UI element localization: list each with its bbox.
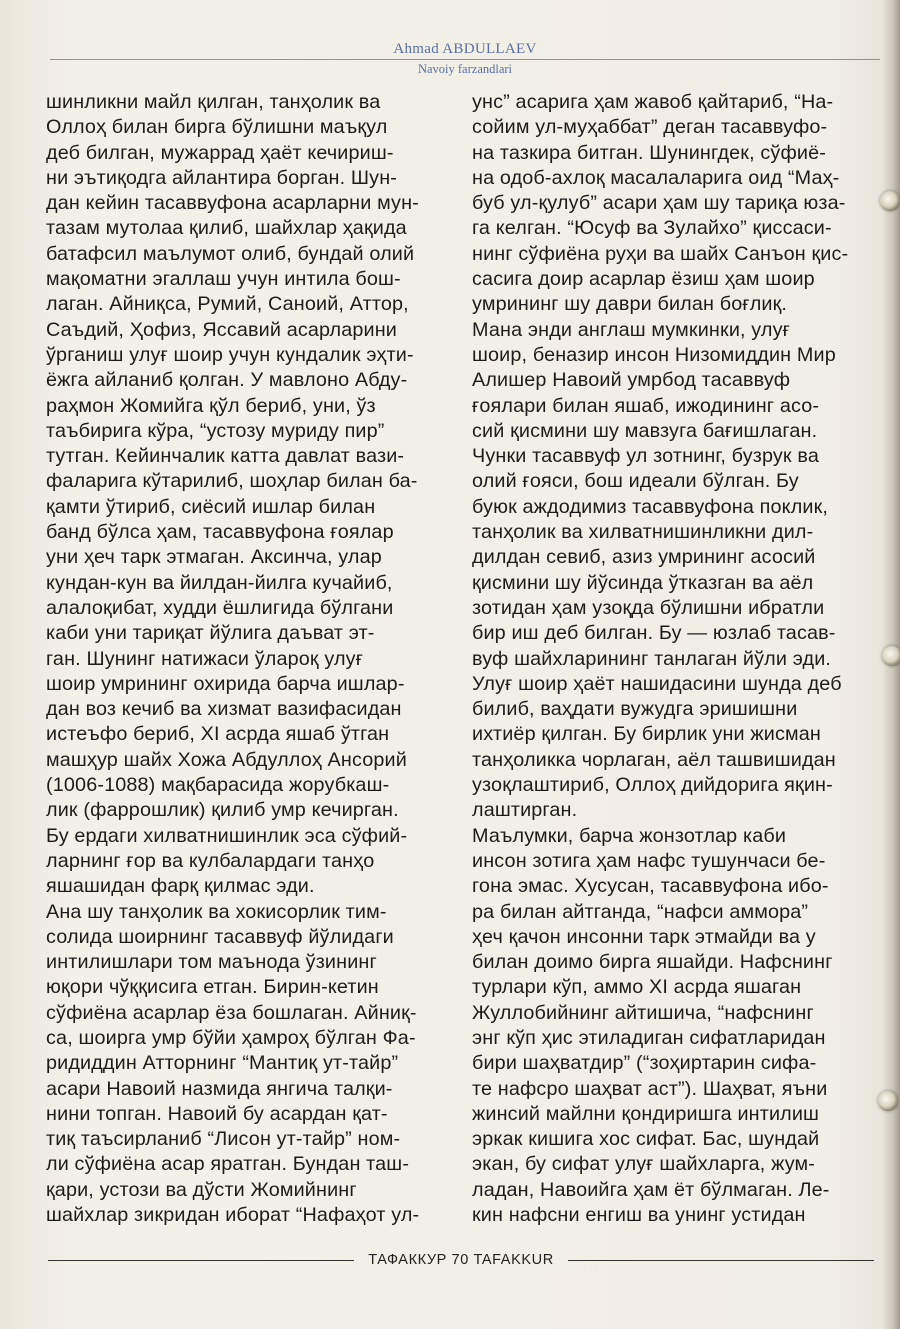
text-line: билиб, ваҳдати вужудга эришишни bbox=[472, 698, 798, 721]
text-line: шинликни майл қилган, танҳолик ва bbox=[46, 91, 381, 113]
text-line: яшашидан фарқ қилмас эди. bbox=[46, 875, 315, 898]
header-rule bbox=[50, 59, 880, 60]
text-line: шайхлар зикридан иборат “Нафаҳот ул- bbox=[46, 1204, 420, 1227]
text-line: тиқ таъсирланиб “Лисон ут-тайр” ном- bbox=[46, 1128, 401, 1151]
text-line: вуф шайхларининг танлаган йўли эди. bbox=[472, 647, 832, 670]
text-line: ли сўфиёна асар яратган. Бундан таш- bbox=[46, 1153, 410, 1176]
text-line: ридиддин Атторнинг “Мантиқ ут-тайр” bbox=[46, 1052, 399, 1075]
footer-rule-right bbox=[568, 1260, 874, 1261]
text-line: олий ғояси, бош идеали бўлган. Бу bbox=[472, 470, 799, 493]
text-line: танҳолик ва хилватнишинликни дил- bbox=[472, 521, 814, 544]
binder-ring-icon bbox=[880, 191, 900, 211]
text-line: те нафсро шаҳват аст”). Шаҳват, яъни bbox=[472, 1077, 828, 1100]
text-line: таъбирига кўра, “устозу муриду пир” bbox=[46, 419, 385, 442]
text-line: нинг сўфиёна руҳи ва шайх Санъон қис- bbox=[472, 242, 849, 265]
running-header bbox=[50, 40, 880, 76]
text-line: гона эмас. Хусусан, тасаввуфона ибо- bbox=[472, 875, 829, 898]
text-line: ладан, Навоийга ҳам ёт бўлмаган. Ле- bbox=[472, 1178, 830, 1201]
text-line: деб билган, мужаррад ҳаёт кечириш- bbox=[46, 141, 394, 164]
text-line: буб ул-қулуб” асари ҳам шу тариқа юза- bbox=[472, 192, 846, 215]
text-line: умрининг шу даври билан боғлиқ. bbox=[472, 293, 788, 316]
text-line: энг кўп ҳис этиладиган сифатларидан bbox=[472, 1026, 826, 1049]
text-line: Жуллобийнинг айтишича, “нафснинг bbox=[472, 1001, 814, 1024]
text-line: билан доимо бирга яшайди. Нафснинг bbox=[472, 951, 833, 974]
text-line: га келган. “Юсуф ва Зулайхо” қиссаси- bbox=[472, 217, 832, 240]
text-line: са, шоирга умр бўйи ҳамроҳ бўлган Фа- bbox=[46, 1026, 416, 1049]
text-line: ғоялари билан яшаб, ижодининг асо- bbox=[472, 394, 820, 417]
text-line: асари Навоий назмида янгича талқи- bbox=[46, 1077, 393, 1100]
binder-ring-icon bbox=[882, 646, 900, 666]
text-line: лаштирган. bbox=[472, 799, 578, 822]
text-line: Мана энди англаш мумкинки, улуғ bbox=[472, 318, 791, 341]
text-line: каби уни тариқат йўлига даъват эт- bbox=[46, 622, 375, 645]
footer-page-label: ТАФАККУР 70 TAFAKKUR bbox=[368, 1252, 554, 1268]
text-line: Саъдий, Ҳофиз, Яссавий асарларини bbox=[46, 318, 397, 341]
text-line: бир иш деб билган. Бу — юзлаб тасав- bbox=[472, 622, 836, 645]
text-line: кундан-кун ва йилдан-йилга кучайиб, bbox=[46, 571, 393, 594]
text-line: Маълумки, барча жонзотлар каби bbox=[472, 824, 787, 847]
page-footer bbox=[48, 1248, 874, 1272]
text-line: экан, бу сифат улуғ шайхларга, жум- bbox=[472, 1153, 816, 1176]
text-line: Ана шу танҳолик ва хокисорлик тим- bbox=[46, 900, 387, 923]
text-line: ёжга айланиб қолган. У мавлоно Абду- bbox=[46, 369, 408, 392]
text-line: ни эътиқодга айлантира борган. Шун- bbox=[46, 166, 398, 189]
text-line: шоир умрининг охирида барча ишлар- bbox=[46, 672, 405, 695]
text-line: узоқлаштириб, Оллоҳ дийдорига яқин- bbox=[472, 774, 833, 797]
text-line: лаган. Айниқса, Румий, Саноий, Аттор, bbox=[46, 293, 409, 316]
text-line: интилишлари том маънода ўзининг bbox=[46, 951, 377, 974]
text-line: дилдан севиб, азиз умрининг асосий bbox=[472, 546, 816, 569]
text-line: алалоқибат, худди ёшлигида бўлгани bbox=[46, 596, 394, 619]
text-line: дан кейин тасаввуфона асарларни мун- bbox=[46, 192, 419, 215]
text-line: буюк аждодимиз тасаввуфона поклик, bbox=[472, 495, 829, 518]
text-line: тутган. Кейинчалик катта давлат вази- bbox=[46, 445, 405, 468]
text-line: (1006-1088) мақбарасида жорубкаш- bbox=[46, 774, 390, 797]
text-line: эркак кишига хос сифат. Бас, шундай bbox=[472, 1128, 820, 1151]
text-line: сасига доир асарлар ёзиш ҳам шоир bbox=[472, 268, 815, 291]
text-line: қари, устози ва дўсти Жомийнинг bbox=[46, 1178, 357, 1201]
text-line: на тазкира битган. Шунингдек, сўфиё- bbox=[472, 141, 826, 164]
text-line: шоир, беназир инсон Низомиддин Мир bbox=[472, 343, 836, 366]
text-line: қамти ўтириб, сиёсий ишлар билан bbox=[46, 495, 376, 518]
text-line: қисмини шу йўсинда ўтказган ва аёл bbox=[472, 571, 814, 594]
text-line: банд бўлса ҳам, тасаввуфона ғоялар bbox=[46, 521, 394, 544]
footer-rule-left bbox=[48, 1260, 354, 1261]
text-line: Бу ердаги хилватнишинлик эса сўфий- bbox=[46, 824, 408, 847]
text-line: солида шоирнинг тасаввуф йўлидаги bbox=[46, 925, 394, 948]
text-line: инсон зотига ҳам нафс тушунчаси бе- bbox=[472, 849, 826, 872]
text-line: ра билан айтганда, “нафси аммора” bbox=[472, 900, 809, 923]
text-line: ўрганиш улуғ шоир учун кундалик эҳти- bbox=[46, 343, 414, 366]
text-line: на одоб-ахлоқ масалаларига оид “Маҳ- bbox=[472, 166, 840, 189]
text-line: сойим ул-муҳаббат” деган тасаввуфо- bbox=[472, 116, 828, 139]
text-line: кин нафсни енгиш ва унинг устидан bbox=[472, 1204, 806, 1227]
text-line: Оллоҳ билан бирга бўлишни маъқул bbox=[46, 116, 388, 139]
text-line: жинсий майлни қондиришга интилиш bbox=[472, 1102, 820, 1125]
text-line: машҳур шайх Хожа Абдуллоҳ Ансорий bbox=[46, 748, 407, 771]
text-line: сий қисмини шу мавзуга бағишлаган. bbox=[472, 419, 818, 442]
text-line: фаларига кўтарилиб, шоҳлар билан ба- bbox=[46, 470, 418, 493]
right-text-column bbox=[472, 90, 877, 1228]
text-line: раҳмон Жомийга қўл бериб, уни, ўз bbox=[46, 394, 376, 417]
text-line: Алишер Навоий умрбод тасаввуф bbox=[472, 369, 791, 392]
text-line: истеъфо бериб, XI асрда яшаб ўтган bbox=[46, 723, 390, 746]
left-text-column bbox=[46, 90, 451, 1228]
text-line: унс” асарига ҳам жавоб қайтариб, “На- bbox=[472, 91, 834, 113]
text-line: ларнинг ғор ва кулбалардаги танҳо bbox=[46, 849, 375, 872]
text-line: тазам мутолаа қилиб, шайхлар ҳақида bbox=[46, 217, 407, 240]
text-line: сўфиёна асарлар ёза бошлаган. Айниқ- bbox=[46, 1001, 417, 1024]
text-line: юқори чўққисига етган. Бирин-кетин bbox=[46, 976, 379, 999]
text-line: турлари кўп, аммо XI асрда яшаган bbox=[472, 976, 802, 999]
text-line: батафсил маълумот олиб, бундай олий bbox=[46, 242, 415, 265]
binder-ring-icon bbox=[878, 1091, 898, 1111]
text-line: дан воз кечиб ва хизмат вазифасидан bbox=[46, 698, 402, 721]
text-line: лик (фаррошлик) қилиб умр кечирган. bbox=[46, 799, 399, 822]
text-line: зотидан ҳам узоқда бўлишни ибратли bbox=[472, 596, 825, 619]
text-line: мақоматни эгаллаш учун интила бош- bbox=[46, 268, 401, 291]
text-line: Чунки тасаввуф ул зотнинг, бузрук ва bbox=[472, 445, 819, 468]
text-line: Улуғ шоир ҳаёт нашидасини шунда деб bbox=[472, 672, 842, 695]
header-subtitle: Navoiy farzandlari bbox=[417, 62, 513, 76]
text-line: ҳеч қачон инсонни тарк этмайди ва у bbox=[472, 925, 816, 948]
text-line: ган. Шунинг натижаси ўлароқ улуғ bbox=[46, 647, 364, 670]
text-line: бири шаҳватдир” (“зоҳиртарин сифа- bbox=[472, 1052, 817, 1075]
text-line: ихтиёр қилган. Бу бирлик уни жисман bbox=[472, 723, 821, 746]
header-author: Ahmad ABDULLAEV bbox=[393, 41, 537, 57]
text-line: уни ҳеч тарк этмаган. Аксинча, улар bbox=[46, 546, 382, 569]
text-line: нини топган. Навоий бу асардан қат- bbox=[46, 1102, 388, 1125]
text-line: танҳоликка чорлаган, аёл ташвишидан bbox=[472, 748, 836, 771]
